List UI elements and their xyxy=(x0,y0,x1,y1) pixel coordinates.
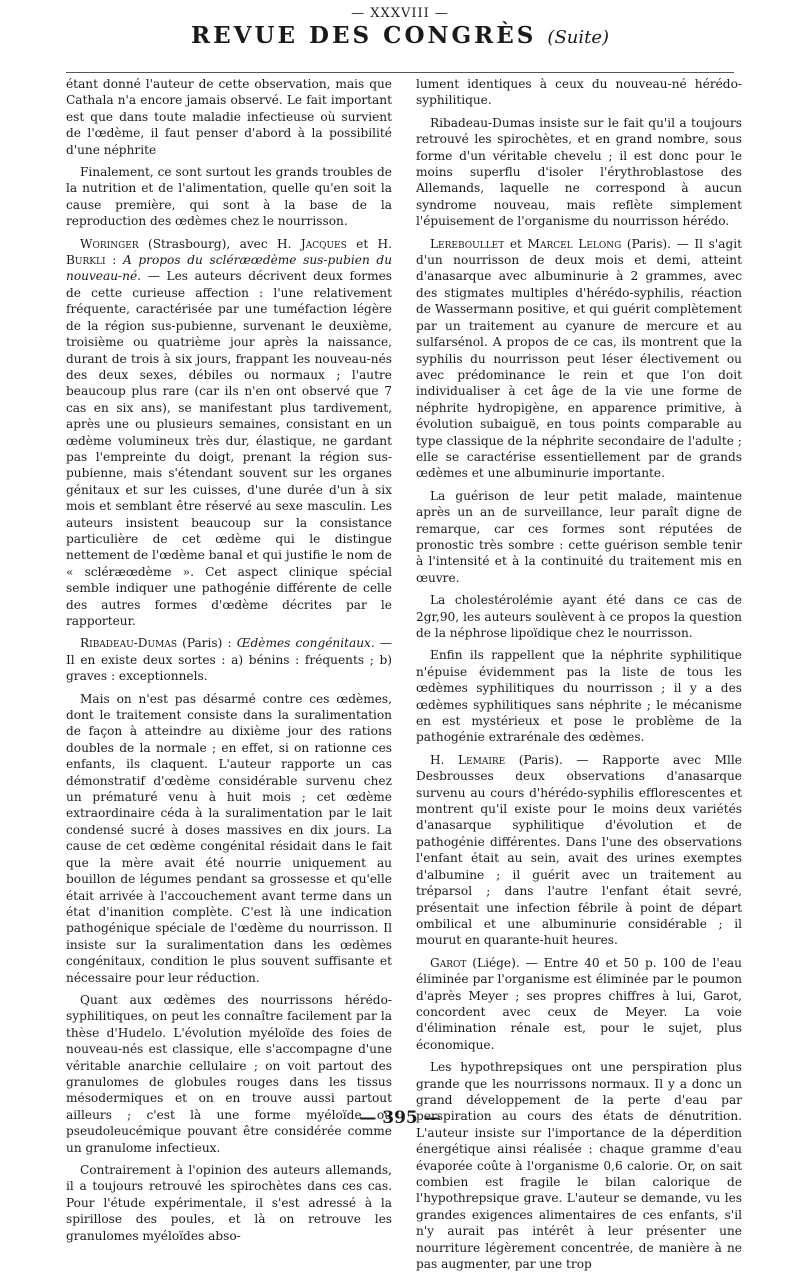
paragraph-garot: Garot (Liége). — Entre 40 et 50 p. 100 de l'eau éliminée par l'organisme est éliminée par le poumon d'après Meyer ; ses propres chiffres à lui, Garot, concordent avec ceux de Meyer. La voie d'élimination rénale est, pour le sujet, plus économique. xyxy=(416,955,742,1052)
paragraph: Finalement, ce sont surtout les grands troubles de la nutrition et de l'alimentation, quelle qu'en soit la cause première, qui sont à la base de la reproduction des œdèmes chez le nourrisson. xyxy=(66,165,392,229)
paragraph-ribadeau: Ribadeau-Dumas (Paris) : Œdèmes congénitaux. — Il en existe deux sortes : a) bénins : fréquents ; b) graves : exceptionnels. xyxy=(66,636,393,684)
page-title: REVUE DES CONGRÈS xyxy=(190,22,537,49)
author-name: Lereboullet xyxy=(430,236,505,251)
paragraph: Enfin ils rappellent que la néphrite syphilitique n'épuise évidemment pas la liste de tous les œdèmes syphilitiques du nourrisson ; il y a des œdèmes syphilitiques sans néphrite ; le mécanisme en est mystérieux et pose le problème de la pathogénie extrarénale des œdèmes. xyxy=(416,648,742,745)
page-header xyxy=(0,22,800,49)
author-name: Woringer xyxy=(80,236,139,251)
paragraph-woringer: Woringer (Strasbourg), avec H. Jacques et H. Burkli : A propos du scléræœdème sus-pubien du nouveau-né. — Les auteurs décrivent deux formes de cette curieuse affection : l'une relativement fréquente, caractérisée par une tuméfaction légère de la région sus-pubienne, survenant le deuxième, troisième ou quatrième jour après la naissance, durant de trois à six jours, frappant les nouveau-nés des deux sexes, débiles ou normaux ; l'autre beaucoup plus rare (car ils n'en ont observé que 7 cas en six ans), se manifestant plus tardivement, après une ou plusieurs semaines, consistant en un œdème volumineux très dur, élastique, ne gardant pas l'empreinte du doigt, prenant la région sus-pubienne, mais s'étendant souvent sur les organes génitaux et sur les cuisses, d'une durée d'un à six mois et semblant être réservé au sexe masculin. Les auteurs insistent beaucoup sur la consistance particulière de cet œdème qui le distingue nettement de l'œdème banal et qui justifie le nom de « scléræœdème ». Cet aspect clinique spécial semble indiquer une pathogénie différente de celle des autres formes d'œdème décrites par le rapporteur. xyxy=(66,236,393,628)
article-title: A propos du scléræœdème sus-pubien du nouveau-né. xyxy=(66,253,393,284)
paragraph: Ribadeau-Dumas insiste sur le fait qu'il a toujours retrouvé les spirochètes, et en grand nombre, sous forme d'un véritable chevelu ; il est donc pour le moins superflu d'isoler l'érythroblastose des Allemands, laquelle ne correspond à aucun syndrome nouveau, mais reflète simplement l'épuisement de l'organisme du nourrisson hérédo. xyxy=(416,115,742,229)
page-title-suite: (Suite) xyxy=(547,27,610,48)
article-title: Œdèmes congénitaux. xyxy=(236,636,375,651)
author-name: Marcel Lelong xyxy=(527,236,622,251)
page-roman-number: — XXXVIII — xyxy=(351,6,449,21)
paragraph: Contrairement à l'opinion des auteurs allemands, il a toujours retrouvé les spirochètes dans ces cas. Pour l'étude expérimentale, il s'est adressé à la spirillose des poules, et là on retrouve les granulomes myéloïdes abso- xyxy=(66,1163,392,1243)
page-number: — 395 — xyxy=(359,1108,441,1128)
author-name: Ribadeau-Dumas xyxy=(80,636,177,651)
paragraph: La guérison de leur petit malade, maintenue après un an de surveillance, leur paraît digne de remarque, car ces formes sont réputées de pronostic très sombre : cette guérison semble tenir à l'intensité et à la continuité du traitement mis en œuvre. xyxy=(416,488,742,585)
author-name: H. Lemaire xyxy=(430,752,506,767)
paragraph: lument identiques à ceux du nouveau-né hérédo-syphilitique. xyxy=(416,77,742,108)
paragraph: étant donné l'auteur de cette observation, mais que Cathala n'a encore jamais observé. Le fait important est que dans toute maladie infectieuse où survient de l'œdème, il faut penser d'abord à la possibilité d'une néphrite xyxy=(66,77,392,157)
left-column xyxy=(66,76,392,1246)
header-rule xyxy=(66,72,734,73)
author-name: Burkli xyxy=(66,253,106,268)
paragraph-lereboullet: Lereboullet et Marcel Lelong (Paris). — Il s'agit d'un nourrisson de deux mois et demi, atteint d'anasarque avec albuminurie à 2 grammes, avec des stigmates multiples d'hérédo-syphilis, réaction de Wassermann positive, et qui guérit complètement par un traitement au cyanure de mercure et au sulfarsénol. A propos de ce cas, ils montrent que la syphilis du nourrisson peut léser électivement ou avec prédominance le rein et que l'on doit individualiser à cet âge de la vie une forme de néphrite hydropigène, en apparence primitive, à évolution subaiguë, en tous points comparable au type classique de la néphrite secondaire de l'adulte ; elle se caractérise essentiellement par de grands œdèmes et une albuminurie importante. xyxy=(416,236,742,481)
right-column xyxy=(416,76,742,1274)
paragraph: La cholestérolémie ayant été dans ce cas de 2gr,90, les auteurs soulèvent à ce propos la question de la néphrose lipoïdique chez le nourrisson. xyxy=(416,593,742,640)
paragraph: Les hypothrepsiques ont une perspiration plus grande que les nourrissons normaux. Il y a donc un grand développement de la perte d'eau par perspiration au cours des états de dénutrition. L'auteur insiste sur l'importance de la déperdition énergétique ainsi réalisée : chaque gramme d'eau évaporée coûte à l'organisme 0,6 calorie. Or, on sait combien est fragile le bilan calorique de l'hypothrepsique grave. L'auteur se demande, vu les grandes exigences alimentaires de ces enfants, s'il n'y aurait pas intérêt à leur présenter une nourriture légèrement concentrée, de manière à ne pas augmenter, par une trop xyxy=(416,1060,742,1272)
paragraph-lemaire: H. Lemaire (Paris). — Rapporte avec Mlle Desbrousses deux observations d'anasarque survenu au cours d'hérédo-syphilis efflorescentes et montrent qu'il existe pour le moins deux variétés d'anasarque syphilitique d'évolution et de pathogénie différentes. Dans l'une des observations l'enfant était au sein, avait des urines exemptes d'albumine ; il guérit avec un traitement au tréparsol ; dans l'autre l'enfant était sevré, présentait une infection fébrile à point de départ ombilical et une albuminurie considérable ; il mourut en quarante-huit heures. xyxy=(416,752,742,948)
paragraph: Quant aux œdèmes des nourrissons hérédo-syphilitiques, on peut les connaître facilement par la thèse d'Hudelo. L'évolution myéloïde des foies de nouveau-nés est classique, elle s'accompagne d'une véritable anarchie cellulaire ; on voit partout des granulomes de globules rouges dans les tissus mésodermiques et on en trouve aussi partout ailleurs ; c'est là une forme myéloïde ou pseudoleucémique pouvant être considérée comme un granulome infectieux. xyxy=(66,992,392,1155)
author-name: Jacques xyxy=(300,236,347,251)
author-name: Garot xyxy=(430,955,467,970)
paragraph: Mais on n'est pas désarmé contre ces œdèmes, dont le traitement consiste dans la suralimentation de façon à atteindre au dixième jour des rations doubles de la normale ; en effet, si on rationne ces enfants, ils claquent. L'auteur rapporte un cas démonstratif d'œdème considérable survenu chez un prématuré venu à huit mois ; cet œdème extraordinaire céda à la suralimentation par le lait condensé sucré à doses massives en dix jours. La cause de cet œdème congénital résidait dans le fait que la mère avait été nourrie uniquement au bouillon de légumes pendant sa grossesse et qu'elle était arrivée à l'accouchement avant terme dans un état d'inanition complète. C'est là une indication pathogénique spéciale de l'œdème du nourrisson. Il insiste sur la suralimentation dans les œdèmes congénitaux, condition le plus souvent suffisante et nécessaire pour leur réduction. xyxy=(66,691,392,985)
